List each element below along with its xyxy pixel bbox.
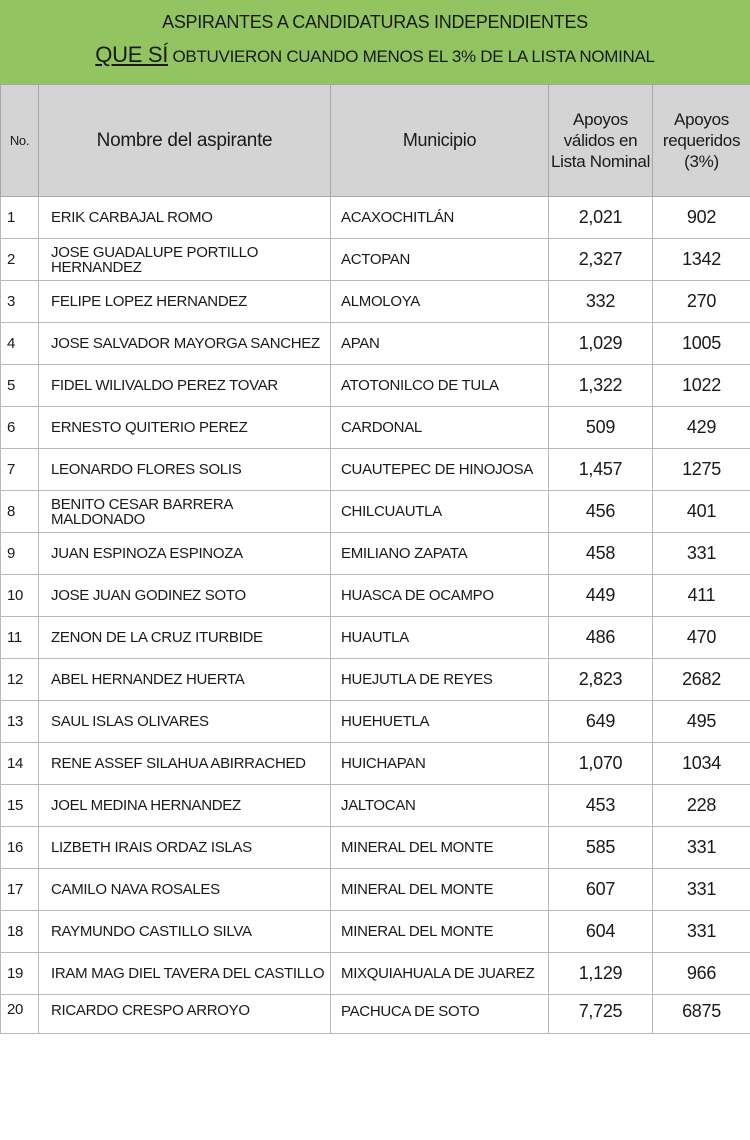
title-rest: OBTUVIERON CUANDO MENOS EL 3% DE LA LISTA NOMINAL bbox=[168, 47, 655, 66]
table-row bbox=[1, 323, 750, 365]
cell-validos: 2,021 bbox=[549, 197, 653, 239]
cell-name: IRAM MAG DIEL TAVERA DEL CASTILLO bbox=[39, 953, 331, 995]
cell-validos: 486 bbox=[549, 617, 653, 659]
title-emphasis: QUE SÍ bbox=[95, 42, 169, 67]
table-row bbox=[1, 491, 750, 533]
cell-validos: 1,322 bbox=[549, 365, 653, 407]
table-row bbox=[1, 995, 750, 1034]
table-row bbox=[1, 659, 750, 701]
cell-municipio: ACTOPAN bbox=[331, 239, 549, 281]
cell-requeridos: 2682 bbox=[653, 659, 750, 701]
cell-validos: 449 bbox=[549, 575, 653, 617]
cell-validos: 1,129 bbox=[549, 953, 653, 995]
cell-municipio: HUAUTLA bbox=[331, 617, 549, 659]
header-name: Nombre del aspirante bbox=[39, 85, 331, 197]
cell-validos: 1,457 bbox=[549, 449, 653, 491]
cell-municipio: HUEJUTLA DE REYES bbox=[331, 659, 549, 701]
cell-municipio: CUAUTEPEC DE HINOJOSA bbox=[331, 449, 549, 491]
cell-municipio: PACHUCA DE SOTO bbox=[331, 995, 549, 1034]
cell-validos: 2,823 bbox=[549, 659, 653, 701]
cell-municipio: CHILCUAUTLA bbox=[331, 491, 549, 533]
table-row bbox=[1, 911, 750, 953]
table-row bbox=[1, 617, 750, 659]
cell-municipio: MINERAL DEL MONTE bbox=[331, 911, 549, 953]
cell-validos: 509 bbox=[549, 407, 653, 449]
cell-no: 7 bbox=[1, 449, 39, 491]
cell-requeridos: 331 bbox=[653, 533, 750, 575]
cell-name: JOEL MEDINA HERNANDEZ bbox=[39, 785, 331, 827]
table-row bbox=[1, 827, 750, 869]
cell-name: JOSE GUADALUPE PORTILLO HERNANDEZ bbox=[39, 239, 331, 281]
cell-validos: 585 bbox=[549, 827, 653, 869]
cell-municipio: ATOTONILCO DE TULA bbox=[331, 365, 549, 407]
cell-no: 15 bbox=[1, 785, 39, 827]
cell-name: RAYMUNDO CASTILLO SILVA bbox=[39, 911, 331, 953]
cell-municipio: HUEHUETLA bbox=[331, 701, 549, 743]
cell-name: JUAN ESPINOZA ESPINOZA bbox=[39, 533, 331, 575]
cell-no: 8 bbox=[1, 491, 39, 533]
cell-no: 2 bbox=[1, 239, 39, 281]
cell-requeridos: 331 bbox=[653, 869, 750, 911]
table-row bbox=[1, 281, 750, 323]
cell-name: LEONARDO FLORES SOLIS bbox=[39, 449, 331, 491]
cell-name: FIDEL WILIVALDO PEREZ TOVAR bbox=[39, 365, 331, 407]
cell-no: 5 bbox=[1, 365, 39, 407]
cell-name: LIZBETH IRAIS ORDAZ ISLAS bbox=[39, 827, 331, 869]
cell-name: BENITO CESAR BARRERA MALDONADO bbox=[39, 491, 331, 533]
cell-validos: 332 bbox=[549, 281, 653, 323]
cell-requeridos: 6875 bbox=[653, 995, 750, 1034]
cell-requeridos: 401 bbox=[653, 491, 750, 533]
table-row bbox=[1, 869, 750, 911]
header-requeridos: Apoyos requeridos (3%) bbox=[653, 85, 750, 197]
cell-municipio: EMILIANO ZAPATA bbox=[331, 533, 549, 575]
title-line-2 bbox=[0, 42, 750, 71]
cell-municipio: MINERAL DEL MONTE bbox=[331, 869, 549, 911]
table-row bbox=[1, 365, 750, 407]
cell-validos: 1,029 bbox=[549, 323, 653, 365]
cell-no: 13 bbox=[1, 701, 39, 743]
cell-municipio: APAN bbox=[331, 323, 549, 365]
cell-no: 19 bbox=[1, 953, 39, 995]
cell-validos: 7,725 bbox=[549, 995, 653, 1034]
cell-validos: 649 bbox=[549, 701, 653, 743]
cell-no: 9 bbox=[1, 533, 39, 575]
table-row bbox=[1, 533, 750, 575]
header-validos: Apoyos válidos en Lista Nominal bbox=[549, 85, 653, 197]
table-row bbox=[1, 953, 750, 995]
cell-validos: 458 bbox=[549, 533, 653, 575]
table-row bbox=[1, 575, 750, 617]
cell-validos: 453 bbox=[549, 785, 653, 827]
cell-no: 16 bbox=[1, 827, 39, 869]
table-row bbox=[1, 239, 750, 281]
cell-name: FELIPE LOPEZ HERNANDEZ bbox=[39, 281, 331, 323]
cell-name: JOSE SALVADOR MAYORGA SANCHEZ bbox=[39, 323, 331, 365]
cell-no: 17 bbox=[1, 869, 39, 911]
table-row bbox=[1, 701, 750, 743]
cell-requeridos: 470 bbox=[653, 617, 750, 659]
cell-no: 3 bbox=[1, 281, 39, 323]
cell-municipio: CARDONAL bbox=[331, 407, 549, 449]
cell-requeridos: 1005 bbox=[653, 323, 750, 365]
cell-requeridos: 228 bbox=[653, 785, 750, 827]
cell-name: ERIK CARBAJAL ROMO bbox=[39, 197, 331, 239]
cell-requeridos: 1275 bbox=[653, 449, 750, 491]
cell-requeridos: 270 bbox=[653, 281, 750, 323]
cell-no: 10 bbox=[1, 575, 39, 617]
cell-requeridos: 495 bbox=[653, 701, 750, 743]
cell-no: 1 bbox=[1, 197, 39, 239]
header-municipio: Municipio bbox=[331, 85, 549, 197]
cell-no: 4 bbox=[1, 323, 39, 365]
cell-name: SAUL ISLAS OLIVARES bbox=[39, 701, 331, 743]
cell-no: 18 bbox=[1, 911, 39, 953]
cell-requeridos: 331 bbox=[653, 827, 750, 869]
cell-name: JOSE JUAN GODINEZ SOTO bbox=[39, 575, 331, 617]
cell-municipio: MINERAL DEL MONTE bbox=[331, 827, 549, 869]
cell-no: 14 bbox=[1, 743, 39, 785]
cell-validos: 1,070 bbox=[549, 743, 653, 785]
table-header-row bbox=[1, 85, 750, 197]
cell-validos: 456 bbox=[549, 491, 653, 533]
cell-requeridos: 966 bbox=[653, 953, 750, 995]
cell-no: 6 bbox=[1, 407, 39, 449]
cell-name: ZENON DE LA CRUZ ITURBIDE bbox=[39, 617, 331, 659]
header-no: No. bbox=[1, 85, 39, 197]
cell-requeridos: 411 bbox=[653, 575, 750, 617]
cell-name: CAMILO NAVA ROSALES bbox=[39, 869, 331, 911]
table-row bbox=[1, 743, 750, 785]
title-line-1: ASPIRANTES A CANDIDATURAS INDEPENDIENTES bbox=[162, 12, 588, 32]
cell-requeridos: 1342 bbox=[653, 239, 750, 281]
cell-no: 12 bbox=[1, 659, 39, 701]
cell-municipio: HUASCA DE OCAMPO bbox=[331, 575, 549, 617]
cell-no: 11 bbox=[1, 617, 39, 659]
cell-requeridos: 331 bbox=[653, 911, 750, 953]
cell-requeridos: 429 bbox=[653, 407, 750, 449]
table-row bbox=[1, 407, 750, 449]
cell-name: RENE ASSEF SILAHUA ABIRRACHED bbox=[39, 743, 331, 785]
cell-validos: 604 bbox=[549, 911, 653, 953]
cell-requeridos: 902 bbox=[653, 197, 750, 239]
cell-no: 20 bbox=[1, 995, 39, 1034]
cell-validos: 607 bbox=[549, 869, 653, 911]
cell-municipio: ACAXOCHITLÁN bbox=[331, 197, 549, 239]
cell-municipio: JALTOCAN bbox=[331, 785, 549, 827]
table-row bbox=[1, 197, 750, 239]
cell-requeridos: 1034 bbox=[653, 743, 750, 785]
cell-requeridos: 1022 bbox=[653, 365, 750, 407]
table-body bbox=[1, 197, 750, 1034]
cell-name: ABEL HERNANDEZ HUERTA bbox=[39, 659, 331, 701]
candidates-table bbox=[0, 84, 750, 1034]
cell-municipio: HUICHAPAN bbox=[331, 743, 549, 785]
cell-name: ERNESTO QUITERIO PEREZ bbox=[39, 407, 331, 449]
cell-name: RICARDO CRESPO ARROYO bbox=[39, 995, 331, 1034]
table-row bbox=[1, 785, 750, 827]
title-banner bbox=[0, 0, 750, 84]
table-row bbox=[1, 449, 750, 491]
cell-municipio: ALMOLOYA bbox=[331, 281, 549, 323]
cell-validos: 2,327 bbox=[549, 239, 653, 281]
cell-municipio: MIXQUIAHUALA DE JUAREZ bbox=[331, 953, 549, 995]
